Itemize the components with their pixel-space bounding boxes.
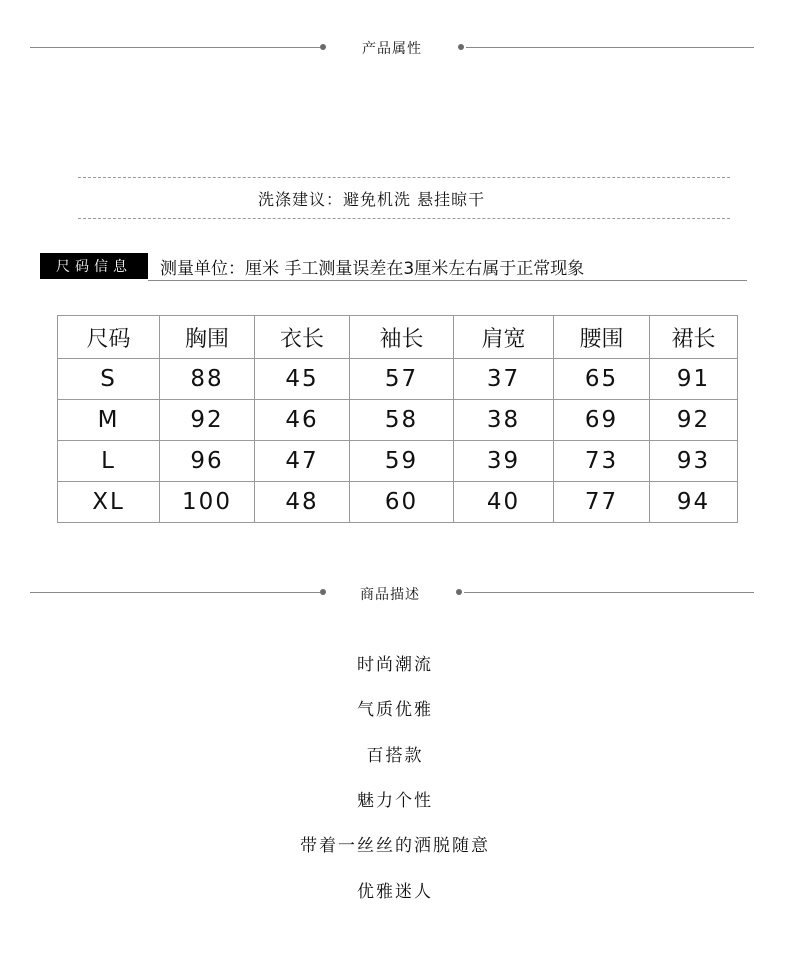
description-section-title: 商品描述: [360, 587, 420, 603]
table-cell: 100: [160, 482, 255, 523]
description-line: 百搭款: [366, 746, 424, 766]
attributes-section-title: 产品属性: [362, 41, 422, 57]
table-row: [58, 482, 738, 523]
table-cell: 46: [255, 400, 350, 441]
care-bottom-dashed-line: [78, 218, 730, 219]
header-shoulder: 肩宽: [454, 316, 554, 359]
table-cell: 58: [350, 400, 454, 441]
section-divider-left: [30, 592, 320, 593]
size-info-underline: [148, 280, 747, 281]
table-cell: 47: [255, 441, 350, 482]
header-waist: 腰围: [554, 316, 650, 359]
table-cell: 57: [350, 359, 454, 400]
size-table-header-row: [58, 316, 738, 359]
divider-dot-left: [320, 589, 326, 595]
table-row: [58, 441, 738, 482]
table-cell: 96: [160, 441, 255, 482]
header-skirt-length: 裙长: [650, 316, 738, 359]
section-divider-right: [466, 47, 754, 48]
description-line: 带着一丝丝的洒脱随意: [300, 836, 490, 856]
header-length: 衣长: [255, 316, 350, 359]
table-cell: 91: [650, 359, 738, 400]
table-cell: 39: [454, 441, 554, 482]
divider-dot-right: [458, 44, 464, 50]
table-cell: 37: [454, 359, 554, 400]
table-cell: 88: [160, 359, 255, 400]
table-cell: 92: [160, 400, 255, 441]
header-sleeve: 袖长: [350, 316, 454, 359]
table-cell: 45: [255, 359, 350, 400]
header-size: 尺码: [58, 316, 160, 359]
size-table: [57, 315, 738, 523]
description-line: 时尚潮流: [357, 655, 433, 675]
table-cell: M: [58, 400, 160, 441]
description-line: 优雅迷人: [357, 882, 433, 902]
table-cell: 93: [650, 441, 738, 482]
description-line: 气质优雅: [357, 700, 433, 720]
divider-dot-left: [320, 44, 326, 50]
size-info-badge: 尺码信息: [40, 253, 148, 279]
table-cell: 40: [454, 482, 554, 523]
section-divider-left: [30, 47, 320, 48]
care-instructions: 洗涤建议：避免机洗 悬挂晾干: [258, 190, 486, 209]
table-cell: 60: [350, 482, 454, 523]
measurement-note: 测量单位：厘米 手工测量误差在3厘米左右属于正常现象: [160, 259, 585, 279]
table-cell: 48: [255, 482, 350, 523]
table-cell: 59: [350, 441, 454, 482]
table-cell: 65: [554, 359, 650, 400]
section-divider-right: [464, 592, 754, 593]
table-row: [58, 400, 738, 441]
table-cell: S: [58, 359, 160, 400]
table-row: [58, 359, 738, 400]
care-top-dashed-line: [78, 177, 730, 178]
table-cell: L: [58, 441, 160, 482]
divider-dot-right: [456, 589, 462, 595]
header-chest: 胸围: [160, 316, 255, 359]
table-cell: 73: [554, 441, 650, 482]
table-cell: XL: [58, 482, 160, 523]
table-cell: 38: [454, 400, 554, 441]
table-cell: 77: [554, 482, 650, 523]
table-cell: 69: [554, 400, 650, 441]
description-line: 魅力个性: [357, 791, 433, 811]
table-cell: 92: [650, 400, 738, 441]
table-cell: 94: [650, 482, 738, 523]
